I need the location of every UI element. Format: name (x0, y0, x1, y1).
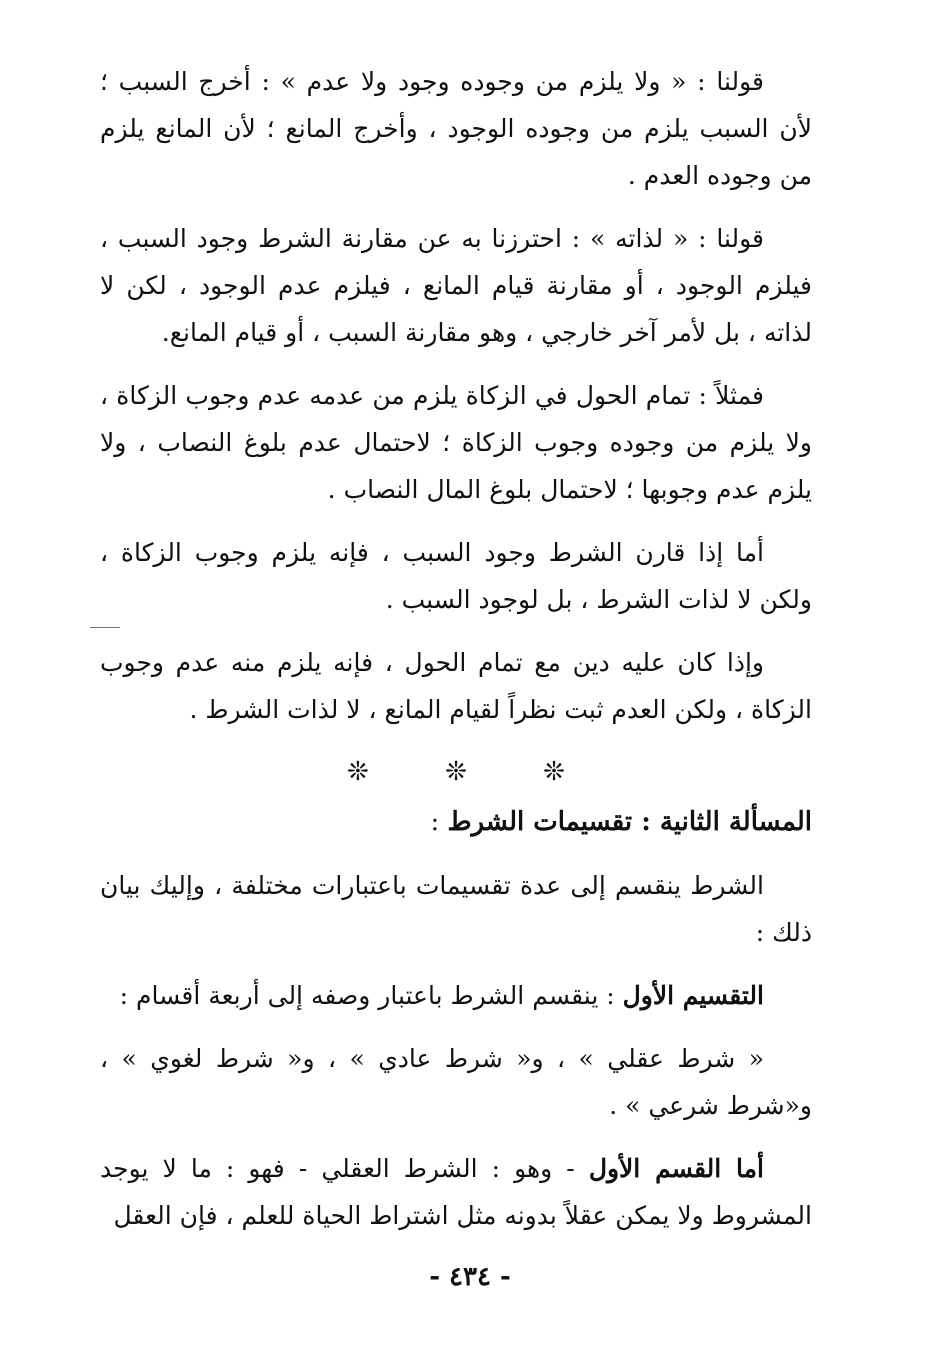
first-division-rest: : ينقسم الشرط باعتبار وصفه إلى أربعة أقسام : (119, 981, 623, 1010)
paragraph-debt-example: وإذا كان عليه دين مع تمام الحول ، فإنه يلزم منه عدم وجوب الزكاة ، ولكن العدم ثبت نظراً لقيام المانع ، لا لذات الشرط . (100, 648, 812, 724)
page-number: - ٤٣٤ - (429, 1262, 511, 1292)
paragraph-types: « شرط عقلي » ، و« شرط عادي » ، و« شرط لغوي » ، و«شرط شرعي » . (100, 1044, 812, 1120)
paragraph-first-division (100, 972, 812, 1019)
paragraph-intro: الشرط ينقسم إلى عدة تقسيمات باعتبارات مختلفة ، وإليك بيان ذلك : (100, 871, 812, 947)
paragraph-cause-exclusion: قولنا : « ولا يلزم من وجوده وجود ولا عدم » : أخرج السبب ؛ لأن السبب يلزم من وجوده الوجود ، وأخرج المانع ؛ لأن المانع يلزم من وجوده العدم . (100, 67, 812, 190)
first-type-rest: - وهو : الشرط العقلي - فهو : ما لا يوجد المشروط ولا يمكن عقلاً بدونه مثل اشتراط الحياة للعلم ، فإن العقل (100, 1154, 812, 1230)
paragraph-condition-with-cause: أما إذا قارن الشرط وجود السبب ، فإنه يلزم وجوب الزكاة ، ولكن لا لذات الشرط ، بل لوجود السبب . (100, 538, 812, 614)
section-heading-rest: : (430, 807, 448, 837)
first-division-bold: التقسيم الأول (622, 981, 764, 1010)
paragraph-zakat-example: فمثلاً : تمام الحول في الزكاة يلزم من عدمه عدم وجوب الزكاة ، ولا يلزم من وجوده وجوب الزكاة ؛ لاحتمال عدم بلوغ النصاب ، ولا يلزم عدم وجوبها ؛ لاحتمال بلوغ المال النصاب . (100, 381, 812, 504)
paragraph-first-type (100, 1145, 812, 1239)
page-body (100, 58, 812, 1255)
paragraph-by-itself: قولنا : « لذاته » : احترزنا به عن مقارنة الشرط وجود السبب ، فيلزم الوجود ، أو مقارنة قيام المانع ، فيلزم عدم الوجود ، لكن لا لذاته ، بل لأمر آخر خارجي ، وهو مقارنة السبب ، أو قيام المانع. (100, 224, 812, 347)
section-divider-stars (100, 749, 812, 789)
margin-rule (90, 627, 120, 628)
star-ornament: ❊ (543, 757, 565, 787)
star-ornament: ❊ (445, 757, 467, 787)
section-heading (100, 799, 812, 846)
star-ornament: ❊ (347, 757, 369, 787)
first-type-bold: أما القسم الأول (588, 1154, 764, 1183)
section-heading-bold: المسألة الثانية : تقسيمات الشرط (447, 807, 812, 837)
